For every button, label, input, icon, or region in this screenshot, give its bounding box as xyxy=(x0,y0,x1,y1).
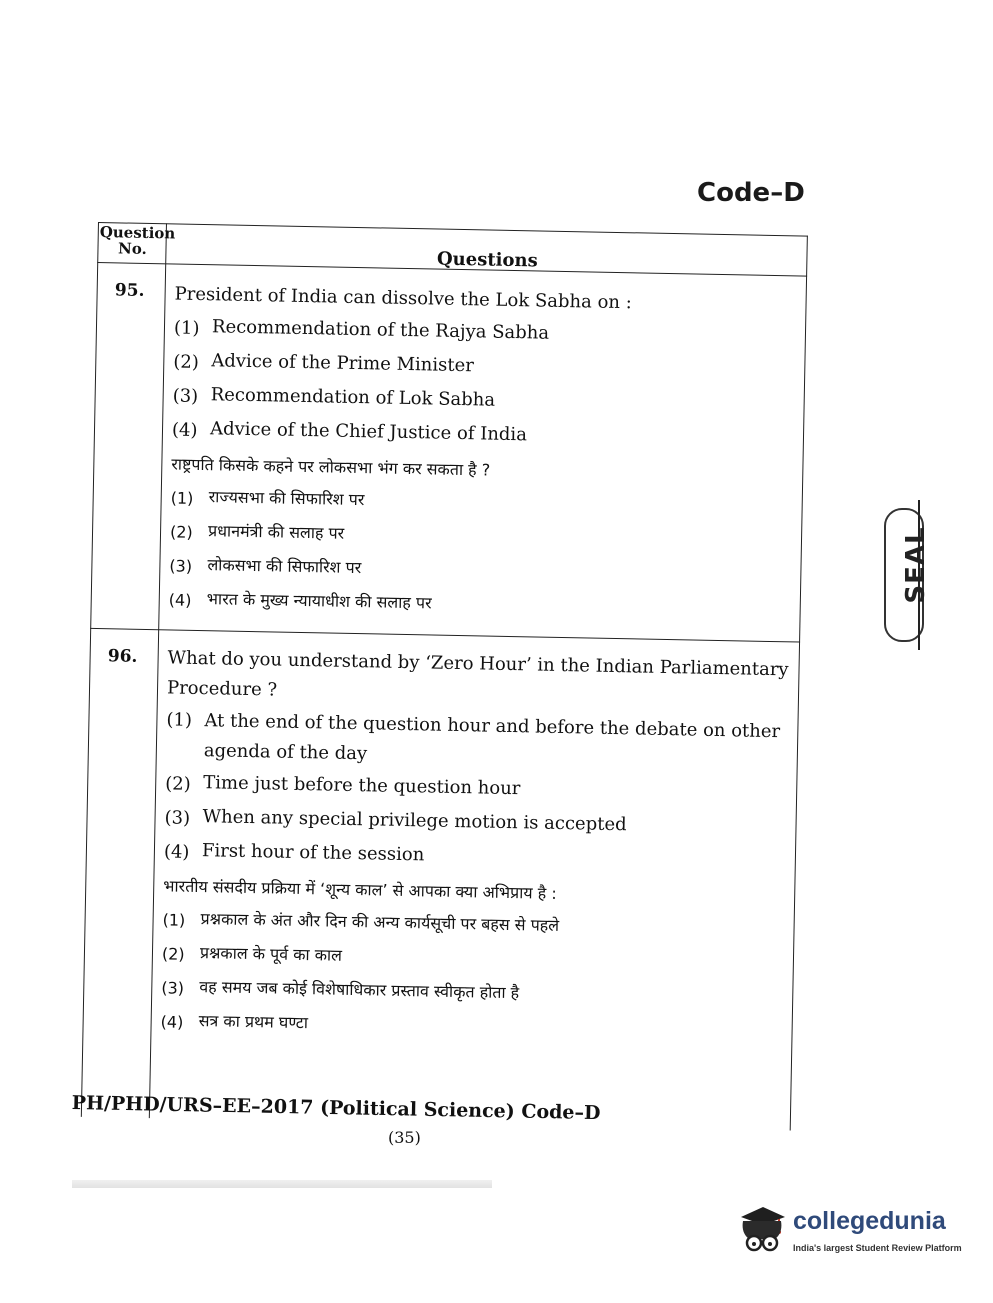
question-number: 96. xyxy=(107,646,138,667)
question-text-en: What do you understand by ‘Zero Hour’ in the Indian Parliamentary Procedure ? xyxy=(166,647,789,701)
brand-tagline: India's largest Student Review Platform xyxy=(793,1243,962,1253)
option-en: (2) Time just before the question hour xyxy=(165,772,521,800)
option-hi: (4) भारत के मुख्य न्यायाधीश की सलाह पर xyxy=(168,589,432,613)
question-number: 95. xyxy=(114,280,145,301)
question-text-hi: राष्ट्रपति किसके कहने पर लोकसभा भंग कर सकता है ? xyxy=(171,454,491,480)
scan-artifact xyxy=(72,1180,492,1188)
option-hi: (3) लोकसभा की सिफारिश पर xyxy=(169,555,362,578)
option-en: (3) When any special privilege motion is accepted xyxy=(164,806,627,836)
option-en: (1) At the end of the question hour and before the debate on other agenda of the day xyxy=(166,709,781,765)
mascot-logo-icon xyxy=(735,1199,789,1257)
option-en: (4) First hour of the session xyxy=(163,840,425,866)
option-hi: (2) प्रश्नकाल के पूर्व का काल xyxy=(161,943,343,965)
option-hi: (3) वह समय जब कोई विशेषाधिकार प्रस्ताव स्वीकृत होता है xyxy=(161,977,520,1003)
question-text-hi: भारतीय संसदीय प्रक्रिया में ‘शून्य काल’ से आपका क्या अभिप्राय है : xyxy=(163,876,557,903)
paper-footer: PH/PHD/URS–EE–2017 (Political Science) Code–D xyxy=(71,1092,601,1125)
brand-name: collegedunia xyxy=(793,1207,946,1235)
option-hi: (4) सत्र का प्रथम घण्टा xyxy=(160,1011,309,1033)
question-text-en: President of India can dissolve the Lok Sabha on : xyxy=(174,283,632,314)
question-95 xyxy=(168,277,798,629)
seal-stamp xyxy=(870,500,930,650)
seal-text: SEAL xyxy=(901,526,931,604)
collegedunia-watermark xyxy=(735,1197,965,1267)
questions-table xyxy=(81,222,808,1130)
header-questions: Questions xyxy=(436,248,538,272)
option-en: (1) Recommendation of the Rajya Sabha xyxy=(173,316,550,344)
paper-code: Code–D xyxy=(697,178,805,208)
header-question-no: Question No. xyxy=(99,223,176,258)
option-hi: (1) प्रश्नकाल के अंत और दिन की अन्य कार्यसूची पर बहस से पहले xyxy=(162,909,560,935)
option-en: (3) Recommendation of Lok Sabha xyxy=(172,384,496,411)
page-number: (35) xyxy=(388,1128,421,1147)
option-hi: (1) राज्यसभा की सिफारिश पर xyxy=(170,487,365,510)
option-hi: (2) प्रधानमंत्री की सलाह पर xyxy=(169,521,345,543)
question-96 xyxy=(160,643,791,1051)
option-en: (2) Advice of the Prime Minister xyxy=(173,350,475,377)
option-en: (4) Advice of the Chief Justice of India xyxy=(171,418,528,446)
